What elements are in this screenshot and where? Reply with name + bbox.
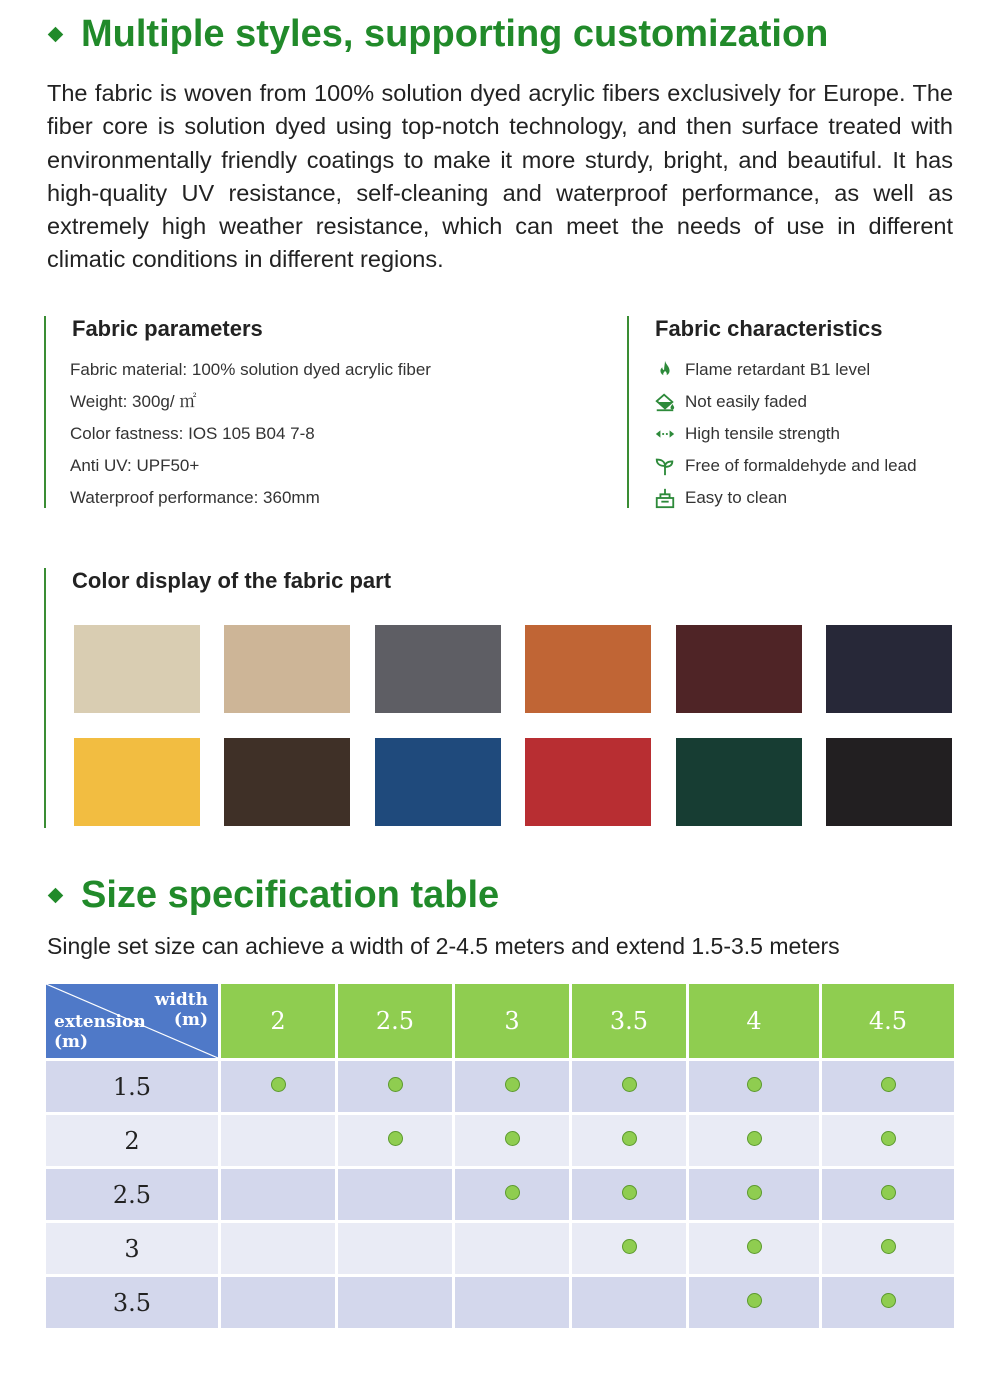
diamond-bullet-icon bbox=[48, 26, 64, 42]
size-spec-table bbox=[43, 981, 957, 1331]
available-dot-icon bbox=[271, 1077, 286, 1092]
available-dot-icon bbox=[622, 1185, 637, 1200]
availability-cell bbox=[822, 1223, 954, 1274]
width-header: 2.5 bbox=[338, 984, 452, 1058]
parameters-divider bbox=[44, 316, 46, 508]
color-swatch bbox=[375, 738, 501, 826]
available-dot-icon bbox=[622, 1239, 637, 1254]
availability-cell bbox=[455, 1277, 569, 1328]
section-title-styles bbox=[46, 12, 828, 56]
availability-cell bbox=[455, 1061, 569, 1112]
characteristic-item bbox=[654, 354, 917, 386]
corner-extension-label: extension (m) bbox=[54, 1012, 146, 1052]
size-subtitle: Single set size can achieve a width of 2-4.5 meters and extend 1.5-3.5 meters bbox=[47, 933, 840, 959]
parameters-list bbox=[70, 354, 431, 514]
available-dot-icon bbox=[881, 1239, 896, 1254]
section-title-size bbox=[46, 873, 499, 917]
width-header: 3 bbox=[455, 984, 569, 1058]
color-swatch bbox=[826, 738, 952, 826]
availability-cell bbox=[689, 1115, 819, 1166]
availability-cell bbox=[455, 1223, 569, 1274]
availability-cell bbox=[689, 1223, 819, 1274]
availability-cell bbox=[221, 1223, 335, 1274]
color-swatch bbox=[375, 625, 501, 713]
color-swatch bbox=[74, 738, 200, 826]
availability-cell bbox=[338, 1115, 452, 1166]
availability-cell bbox=[572, 1277, 686, 1328]
available-dot-icon bbox=[881, 1185, 896, 1200]
availability-cell bbox=[221, 1169, 335, 1220]
available-dot-icon bbox=[505, 1131, 520, 1146]
characteristic-label: Free of formaldehyde and lead bbox=[685, 456, 917, 475]
paint-bucket-icon bbox=[654, 391, 676, 413]
available-dot-icon bbox=[622, 1131, 637, 1146]
availability-cell bbox=[822, 1169, 954, 1220]
availability-cell bbox=[338, 1169, 452, 1220]
double-arrow-icon bbox=[654, 423, 676, 445]
parameter-item: Weight: 300g/ ㎡ bbox=[70, 392, 197, 411]
color-swatch bbox=[224, 738, 350, 826]
colors-title: Color display of the fabric part bbox=[72, 568, 392, 593]
section-title-text: Multiple styles, supporting customization bbox=[81, 13, 829, 55]
availability-cell bbox=[572, 1061, 686, 1112]
available-dot-icon bbox=[747, 1131, 762, 1146]
table-row bbox=[46, 1277, 954, 1328]
availability-cell bbox=[822, 1061, 954, 1112]
table-row bbox=[46, 1223, 954, 1274]
color-swatch bbox=[676, 625, 802, 713]
characteristic-item bbox=[654, 386, 917, 418]
table-corner-header bbox=[46, 984, 218, 1058]
available-dot-icon bbox=[747, 1239, 762, 1254]
characteristic-label: Easy to clean bbox=[685, 488, 788, 507]
characteristic-label: Flame retardant B1 level bbox=[685, 360, 871, 379]
table-row bbox=[46, 1061, 954, 1112]
characteristics-title: Fabric characteristics bbox=[655, 316, 883, 341]
availability-cell bbox=[822, 1277, 954, 1328]
color-swatch bbox=[826, 625, 952, 713]
diamond-bullet-icon bbox=[48, 887, 64, 903]
available-dot-icon bbox=[505, 1185, 520, 1200]
available-dot-icon bbox=[881, 1131, 896, 1146]
color-swatch bbox=[525, 625, 651, 713]
characteristics-list bbox=[654, 354, 917, 514]
colors-divider bbox=[44, 568, 46, 828]
color-swatch bbox=[525, 738, 651, 826]
availability-cell bbox=[221, 1277, 335, 1328]
size-table-body bbox=[46, 1061, 954, 1328]
parameter-item: Anti UV: UPF50+ bbox=[70, 456, 200, 475]
availability-cell bbox=[689, 1169, 819, 1220]
sprout-icon bbox=[654, 455, 676, 477]
characteristic-label: Not easily faded bbox=[685, 392, 807, 411]
extension-header: 3 bbox=[46, 1223, 218, 1274]
extension-header: 2 bbox=[46, 1115, 218, 1166]
table-row bbox=[46, 1169, 954, 1220]
width-header: 4.5 bbox=[822, 984, 954, 1058]
availability-cell bbox=[572, 1115, 686, 1166]
table-row bbox=[46, 1115, 954, 1166]
characteristic-label: High tensile strength bbox=[685, 424, 840, 443]
width-header: 3.5 bbox=[572, 984, 686, 1058]
section-title-text: Size specification table bbox=[81, 874, 500, 916]
extension-header: 2.5 bbox=[46, 1169, 218, 1220]
available-dot-icon bbox=[622, 1077, 637, 1092]
available-dot-icon bbox=[505, 1077, 520, 1092]
available-dot-icon bbox=[388, 1131, 403, 1146]
availability-cell bbox=[572, 1223, 686, 1274]
corner-width-label: width (m) bbox=[154, 990, 208, 1030]
availability-cell bbox=[455, 1169, 569, 1220]
availability-cell bbox=[455, 1115, 569, 1166]
available-dot-icon bbox=[747, 1185, 762, 1200]
availability-cell bbox=[338, 1061, 452, 1112]
availability-cell bbox=[221, 1115, 335, 1166]
characteristic-item bbox=[654, 482, 917, 514]
characteristic-item bbox=[654, 418, 917, 450]
available-dot-icon bbox=[881, 1077, 896, 1092]
availability-cell bbox=[689, 1277, 819, 1328]
color-swatch bbox=[676, 738, 802, 826]
parameters-title: Fabric parameters bbox=[72, 316, 263, 341]
characteristic-item bbox=[654, 450, 917, 482]
width-header: 4 bbox=[689, 984, 819, 1058]
extension-header: 3.5 bbox=[46, 1277, 218, 1328]
availability-cell bbox=[338, 1223, 452, 1274]
intro-paragraph: The fabric is woven from 100% solution dyed acrylic fibers exclusively for Europe. The fiber core is solution dyed using top-notch technology, and then surface treated with environmentally friendly coatings to make it more sturdy, bright, and beautiful. It has high-quality UV resistance, self-cleaning and waterproof performance, as well as extremely high weather resistance, which can meet the needs of use in different climatic conditions in different regions. bbox=[47, 80, 953, 273]
flame-icon bbox=[654, 359, 676, 381]
availability-cell bbox=[221, 1061, 335, 1112]
width-header: 2 bbox=[221, 984, 335, 1058]
extension-header: 1.5 bbox=[46, 1061, 218, 1112]
parameter-item: Fabric material: 100% solution dyed acrylic fiber bbox=[70, 360, 431, 379]
availability-cell bbox=[572, 1169, 686, 1220]
available-dot-icon bbox=[747, 1077, 762, 1092]
color-swatch bbox=[74, 625, 200, 713]
clean-icon bbox=[654, 487, 676, 509]
parameter-item: Waterproof performance: 360mm bbox=[70, 488, 320, 507]
characteristics-divider bbox=[627, 316, 629, 508]
available-dot-icon bbox=[388, 1077, 403, 1092]
parameter-item: Color fastness: IOS 105 B04 7-8 bbox=[70, 424, 315, 443]
availability-cell bbox=[338, 1277, 452, 1328]
available-dot-icon bbox=[881, 1293, 896, 1308]
color-swatch bbox=[224, 625, 350, 713]
availability-cell bbox=[689, 1061, 819, 1112]
available-dot-icon bbox=[747, 1293, 762, 1308]
availability-cell bbox=[822, 1115, 954, 1166]
